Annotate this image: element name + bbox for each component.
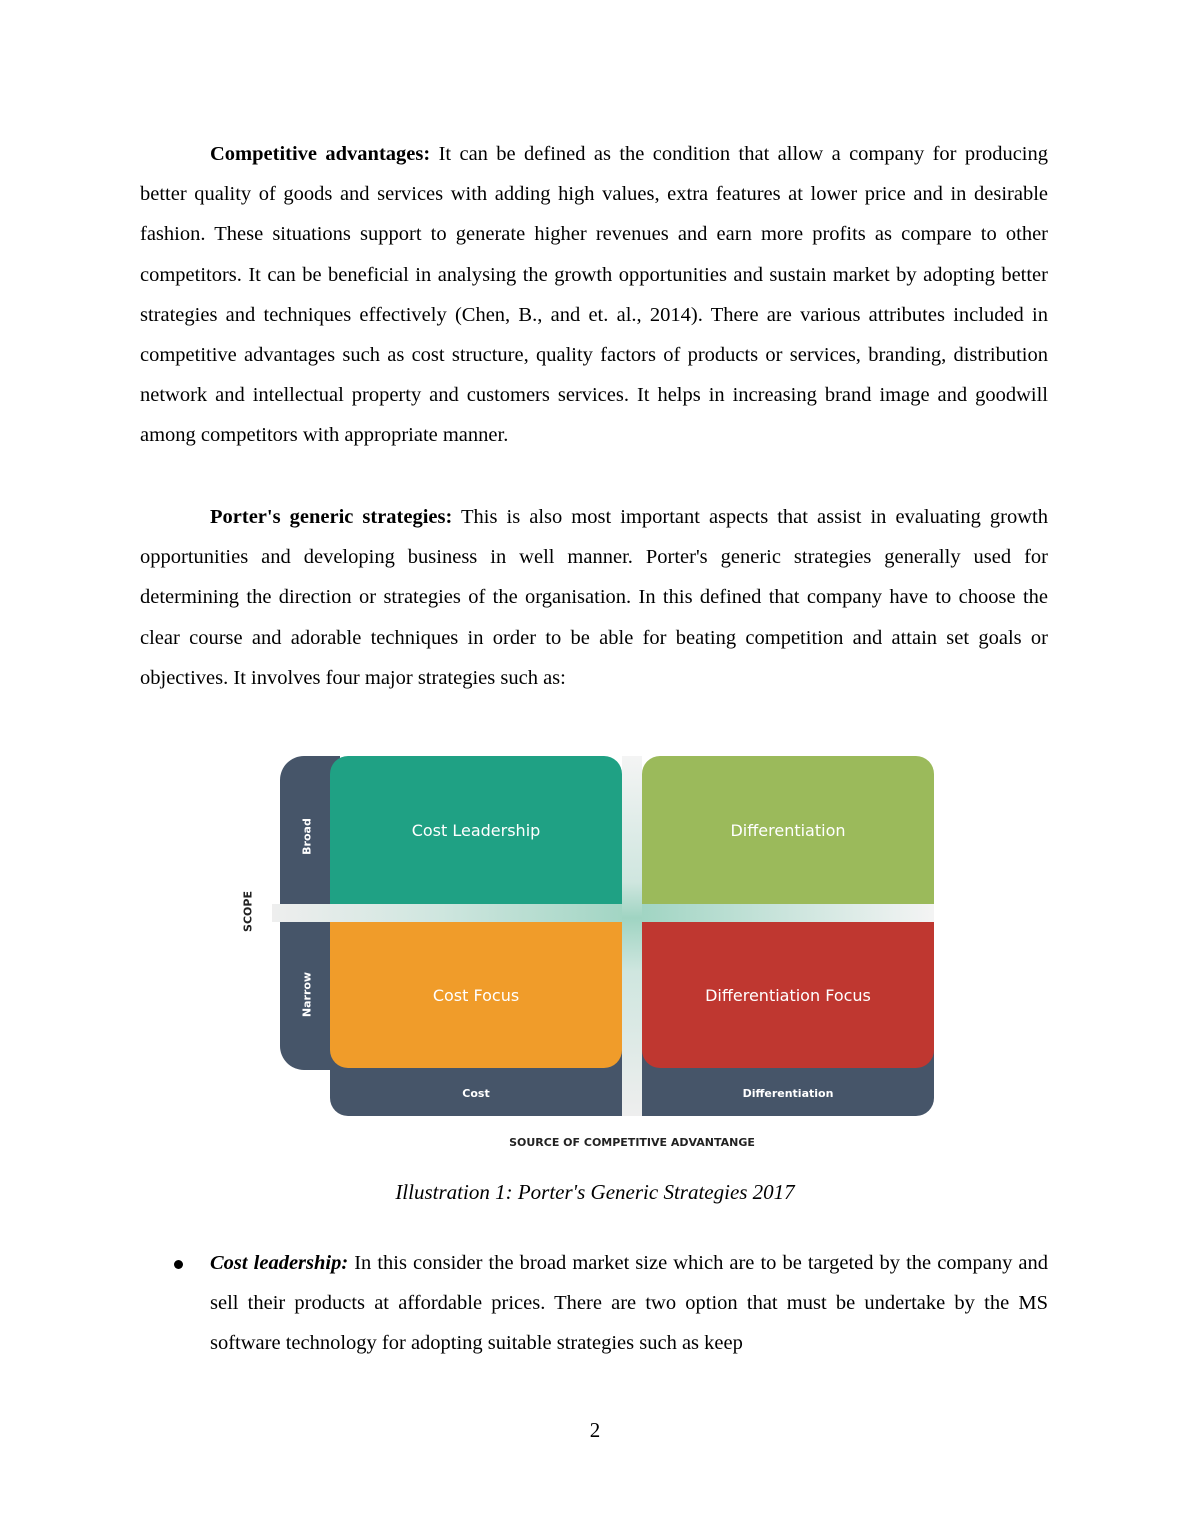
narrow-label: Narrow — [300, 971, 314, 1018]
quadrant-label: Cost Focus — [432, 985, 520, 1005]
vertical-separator — [622, 756, 642, 1116]
quadrant-label: Differentiation — [730, 820, 846, 840]
paragraph-porters-strategies — [140, 497, 1048, 698]
paragraph-body: It can be defined as the condition that allow a company for producing better quality of goods and services with adding high values, extra features at lower price and in desirable fashion. These situations support to generate higher revenues and earn more profits as compare to other competitors. It can be beneficial in analysing the growth opportunities and sustain market by adopting better strategies and techniques effectively (Chen, B., and et. al., 2014). There are various attributes included in competitive advantages such as cost structure, quality factors of products or services, branding, distribution network and intellectual property and customers services. It helps in increasing brand image and goodwill among competitors with appropriate manner. — [140, 143, 1048, 447]
figure-caption: Illustration 1: Porter's Generic Strategies 2017 — [395, 1180, 795, 1204]
scope-axis-label: SCOPE — [241, 891, 255, 932]
paragraph-heading: Porter's generic strategies: — [210, 506, 453, 528]
differentiation-axis-label: Differentiation — [742, 1087, 834, 1100]
quadrant-differentiation — [642, 756, 934, 904]
paragraph-body: This is also most important aspects that assist in evaluating growth opportunities and developing business in well manner. Porter's generic strategies generally used for determining the direction or strategies of the organisation. In this defined that company have to choose the clear course and adorable techniques in order to be able for beating competition and attain set goals or objectives. It involves four major strategies such as: — [140, 506, 1048, 689]
figure-caption-clip — [300, 1178, 890, 1204]
horizontal-separator — [272, 904, 934, 922]
bullet-icon — [174, 1260, 183, 1269]
quadrant-label: Differentiation Focus — [705, 985, 871, 1005]
quadrant-differentiation-focus — [642, 922, 934, 1068]
page-number: 2 — [589, 1418, 601, 1442]
list-item-body: In this consider the broad market size which are to be targeted by the company and sell their products at affordable prices. There are two option that must be undertake by the MS software technology for adopting suitable strategies such as keep — [210, 1252, 1048, 1355]
quadrant-label: Cost Leadership — [411, 820, 541, 840]
paragraph-heading: Competitive advantages: — [210, 143, 431, 165]
quadrant-cost-focus — [330, 922, 622, 1068]
broad-label: Broad — [300, 818, 314, 855]
cost-axis-label: Cost — [462, 1087, 490, 1100]
paragraph-competitive-advantages — [140, 134, 1048, 456]
source-axis-label: SOURCE OF COMPETITIVE ADVANTANGE — [509, 1136, 755, 1149]
quadrant-cost-leadership — [330, 756, 622, 904]
list-item-heading: Cost leadership: — [210, 1252, 349, 1274]
porters-generic-strategies-figure — [236, 748, 942, 1160]
list-item-cost-leadership — [210, 1243, 1048, 1364]
